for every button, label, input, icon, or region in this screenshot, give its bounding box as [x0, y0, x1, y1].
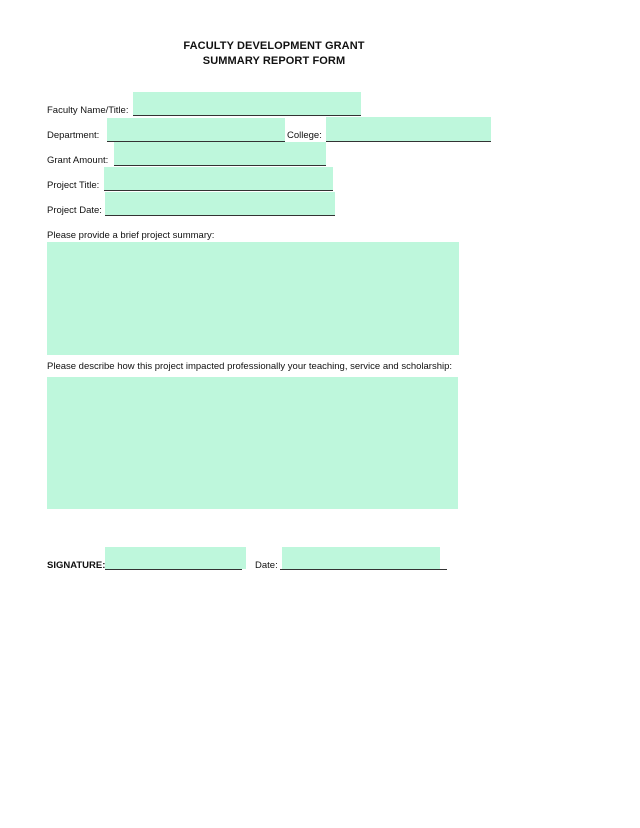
college-label: College:: [287, 130, 322, 141]
grant-amount-field[interactable]: [114, 142, 326, 166]
department-field[interactable]: [107, 118, 285, 142]
signature-label: SIGNATURE:: [47, 560, 106, 571]
impact-prompt: Please describe how this project impacted professionally your teaching, service and scholarship:: [47, 361, 453, 372]
summary-textarea[interactable]: [47, 242, 459, 355]
impact-textarea[interactable]: [47, 377, 458, 509]
project-title-label: Project Title:: [47, 180, 100, 191]
date-field[interactable]: [282, 547, 440, 569]
grant-amount-label: Grant Amount:: [47, 155, 109, 166]
project-date-field[interactable]: [105, 192, 335, 216]
project-title-field[interactable]: [104, 167, 333, 191]
project-date-label: Project Date:: [47, 205, 102, 216]
department-label: Department:: [47, 130, 100, 141]
summary-prompt: Please provide a brief project summary:: [47, 230, 215, 241]
signature-field[interactable]: [105, 547, 246, 569]
college-field[interactable]: [326, 117, 491, 142]
faculty-name-field[interactable]: [133, 92, 361, 116]
signature-underline: [105, 569, 242, 570]
date-underline: [280, 569, 447, 570]
form-title-line-1: FACULTY DEVELOPMENT GRANT: [183, 40, 365, 52]
faculty-name-label: Faculty Name/Title:: [47, 105, 129, 116]
form-title-line-2: SUMMARY REPORT FORM: [202, 55, 346, 67]
date-label: Date:: [255, 560, 278, 571]
